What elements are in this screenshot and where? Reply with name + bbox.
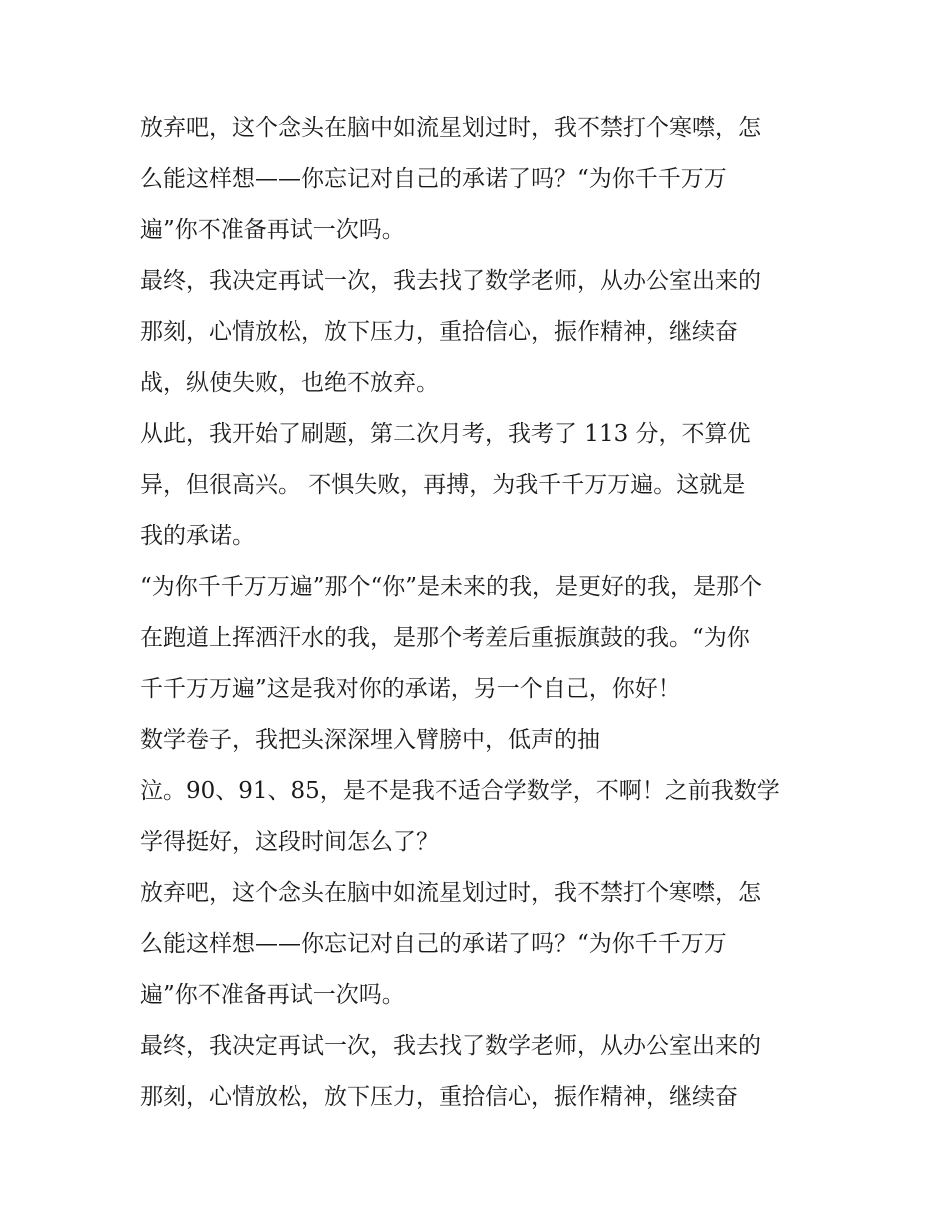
text-line: 千千万万遍”这是我对你的承诺，另一个自己，你好！ — [140, 676, 681, 702]
paragraph — [140, 409, 820, 562]
paragraph — [140, 868, 820, 1021]
text-line: 在跑道上挥洒汗水的我，是那个考差后重振旗鼓的我。“为你 — [140, 625, 750, 651]
paragraph — [140, 103, 820, 256]
text-line: 最终，我决定再试一次，我去找了数学老师，从办公室出来的 — [140, 268, 761, 294]
paragraph — [140, 1021, 820, 1123]
paragraph — [140, 715, 820, 868]
text-line: 遍”你不准备再试一次吗。 — [140, 217, 405, 243]
text-line: 那刻，心情放松，放下压力，重拾信心，振作精神，继续奋 — [140, 319, 738, 345]
text-line: 最终，我决定再试一次，我去找了数学老师，从办公室出来的 — [140, 1033, 761, 1059]
text-line: 从此，我开始了刷题，第二次月考，我考了 113 分，不算优 — [140, 421, 751, 447]
text-line: 放弃吧，这个念头在脑中如流星划过时，我不禁打个寒噤，怎 — [140, 115, 761, 141]
text-line: 那刻，心情放松，放下压力，重拾信心，振作精神，继续奋 — [140, 1084, 738, 1110]
paragraph — [140, 256, 820, 409]
text-line: 遍”你不准备再试一次吗。 — [140, 982, 405, 1008]
text-line: “为你千千万万遍”那个“你”是未来的我，是更好的我，是那个 — [140, 574, 763, 600]
paragraph — [140, 562, 820, 715]
text-line: 数学卷子，我把头深深埋入臂膀中，低声的抽 — [140, 727, 600, 753]
text-line: 学得挺好，这段时间怎么了？ — [140, 829, 439, 855]
text-line: 泣。90、91、85，是不是我不适合学数学，不啊！之前我数学 — [140, 778, 780, 804]
document-body — [140, 103, 820, 1123]
text-line: 么能这样想——你忘记对自己的承诺了吗？“为你千千万万 — [140, 931, 727, 957]
text-line: 么能这样想——你忘记对自己的承诺了吗？“为你千千万万 — [140, 166, 727, 192]
text-line: 放弃吧，这个念头在脑中如流星划过时，我不禁打个寒噤，怎 — [140, 880, 761, 906]
text-line: 我的承诺。 — [140, 523, 255, 549]
text-line: 战，纵使失败，也绝不放弃。 — [140, 370, 439, 396]
text-line: 异，但很高兴。 不惧失败，再搏，为我千千万万遍。这就是 — [140, 472, 746, 498]
